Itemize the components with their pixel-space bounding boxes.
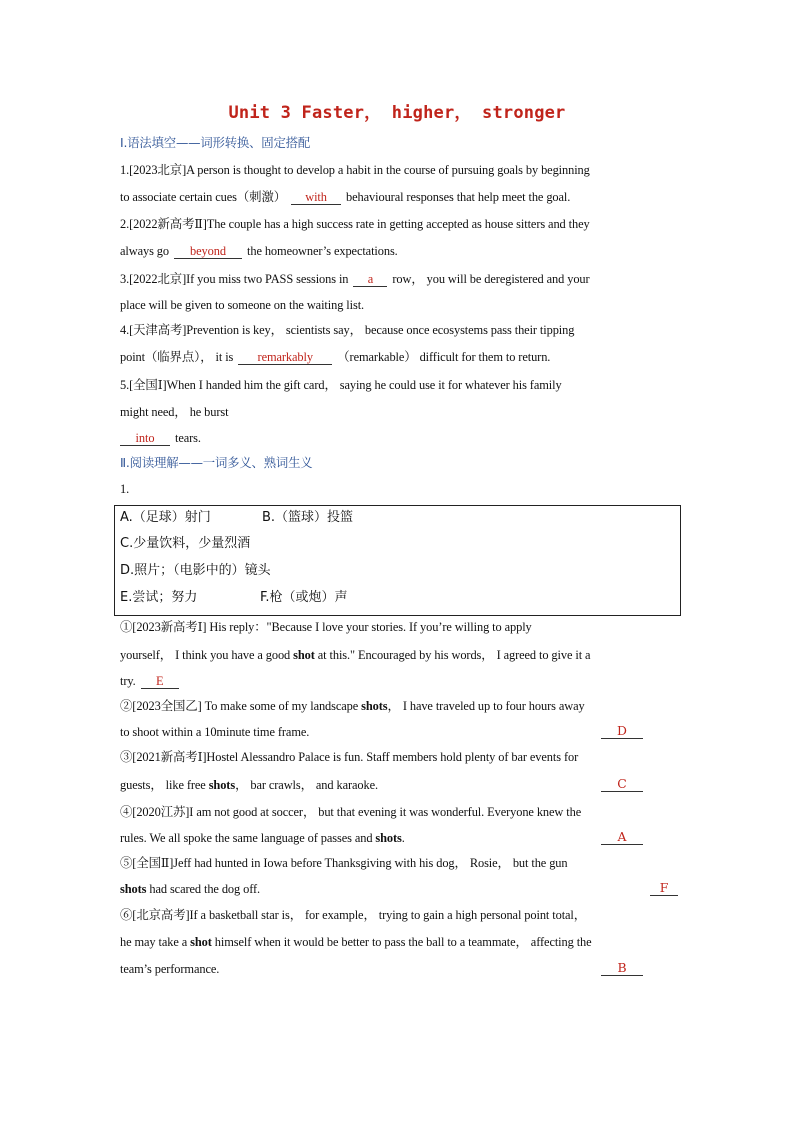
item-5-text-b: had scared the dog off. <box>146 882 261 896</box>
q2-line-2 <box>120 243 398 259</box>
q4-line-1: 4.[天津高考]Prevention is key， scientists say， because once ecosystems pass their tipping <box>120 323 575 337</box>
q2-line-1: 2.[2022新高考Ⅱ]The couple has a high success rate in getting accepted as house sitters and they <box>120 217 590 231</box>
item-6-line-1: ⑥[北京高考]If a basketball star is， for example， trying to gain a high personal point total， <box>120 908 587 922</box>
question-number: 1. <box>120 482 130 496</box>
item-2-line-1 <box>120 698 585 714</box>
item-6-line-3: team’s performance. <box>120 962 220 976</box>
q2-text-a: always go <box>120 244 169 258</box>
item-4-answer: A <box>601 830 643 845</box>
item-1-line-3 <box>120 673 181 689</box>
q1-line-2 <box>120 189 570 205</box>
item-4-text-a: rules. We all spoke the same language of passes and <box>120 831 376 845</box>
option-a: A.（足球）射门 <box>120 510 211 525</box>
option-e: E.尝试；努力 <box>120 590 198 605</box>
item-2-keyword: shots <box>361 699 388 713</box>
item-3-answer: C <box>601 777 643 792</box>
option-f: F.枪（或炮）声 <box>260 590 348 605</box>
item-1-answer: E <box>141 674 179 689</box>
q3-line-2: place will be given to someone on the waiting list. <box>120 298 365 312</box>
item-2-text-b: ， I have traveled up to four hours away <box>387 699 585 713</box>
item-2-text-a: ②[2023全国乙] To make some of my landscape <box>120 699 362 713</box>
item-3-text-a: guests， like free <box>120 778 209 792</box>
section-2-heading: Ⅱ.阅读理解——一词多义、熟词生义 <box>120 455 313 470</box>
item-6-keyword: shot <box>190 935 212 949</box>
option-b: B.（篮球）投篮 <box>262 510 354 525</box>
q4-line-2 <box>120 349 550 365</box>
options-box <box>114 505 681 616</box>
item-1-keyword: shot <box>293 648 315 662</box>
q4-text-a: point（临界点）， it is <box>120 350 234 364</box>
item-1-text-a: yourself， I think you have a good <box>120 648 294 662</box>
q1-line-1: 1.[2023北京]A person is thought to develop a habit in the course of pursuing goals by beginning <box>120 163 590 177</box>
q5-text: tears. <box>175 431 201 445</box>
item-6-line-2 <box>120 934 592 950</box>
item-2-answer: D <box>601 724 643 739</box>
q1-text-b: behavioural responses that help meet the goal. <box>346 190 571 204</box>
page-title: Unit 3 Faster， higher， stronger <box>228 103 566 123</box>
q3-answer: a <box>353 272 387 287</box>
item-3-line-1: ③[2021新高考Ⅰ]Hostel Alessandro Palace is fun. Staff members hold plenty of bar events for <box>120 750 579 764</box>
item-1-text-b: at this." Encouraged by his words， I agreed to give it a <box>314 648 591 662</box>
item-3-keyword: shots <box>208 778 236 792</box>
item-3-line-2 <box>120 777 378 793</box>
item-6-answer: B <box>601 961 643 976</box>
option-c: C.少量饮料，少量烈酒 <box>120 536 251 551</box>
q5-line-1: 5.[全国Ⅰ]When I handed him the gift card， saying he could use it for whatever his family <box>120 378 562 392</box>
item-2-line-2: to shoot within a 10minute time frame. <box>120 725 310 739</box>
q5-line-2: might need， he burst <box>120 405 229 419</box>
q3-text-a: 3.[2022北京]If you miss two PASS sessions in <box>120 272 349 286</box>
q3-text-b: row， you will be deregistered and your <box>392 272 590 286</box>
item-5-answer: F <box>650 881 678 896</box>
q1-text-a: to associate certain cues（刺激） <box>120 190 287 204</box>
item-4-line-2 <box>120 830 405 846</box>
item-1-line-1: ①[2023新高考Ⅰ] His reply："Because I love your stories. If you’re willing to apply <box>120 620 532 634</box>
item-1-line-2 <box>120 647 590 663</box>
q1-answer: with <box>291 190 341 205</box>
item-4-text-b: . <box>401 831 405 845</box>
item-1-text-c: try. <box>120 674 136 688</box>
option-d: D.照片；（电影中的）镜头 <box>120 563 271 578</box>
q2-answer: beyond <box>174 244 242 259</box>
q2-text-b: the homeowner’s expectations. <box>247 244 398 258</box>
item-5-keyword: shots <box>120 882 147 896</box>
item-4-keyword: shots <box>375 831 402 845</box>
item-3-text-b: ， bar crawls， and karaoke. <box>235 778 378 792</box>
section-1-heading: Ⅰ.语法填空——词形转换、固定搭配 <box>120 135 311 150</box>
q5-line-3 <box>120 430 201 446</box>
q4-answer: remarkably <box>238 350 332 365</box>
item-6-text-b: himself when it would be better to pass the ball to a teammate， affecting the <box>211 935 592 949</box>
item-6-text-a: he may take a <box>120 935 191 949</box>
q3-line-1 <box>120 271 590 287</box>
item-5-line-2 <box>120 881 260 897</box>
item-5-line-1: ⑤[全国Ⅱ]Jeff had hunted in Iowa before Thanksgiving with his dog， Rosie， but the gun <box>120 856 568 870</box>
q5-answer: into <box>120 431 170 446</box>
q4-text-b: （remarkable） difficult for them to return. <box>337 350 551 364</box>
item-4-line-1: ④[2020江苏]I am not good at soccer， but that evening it was wonderful. Everyone knew the <box>120 805 582 819</box>
